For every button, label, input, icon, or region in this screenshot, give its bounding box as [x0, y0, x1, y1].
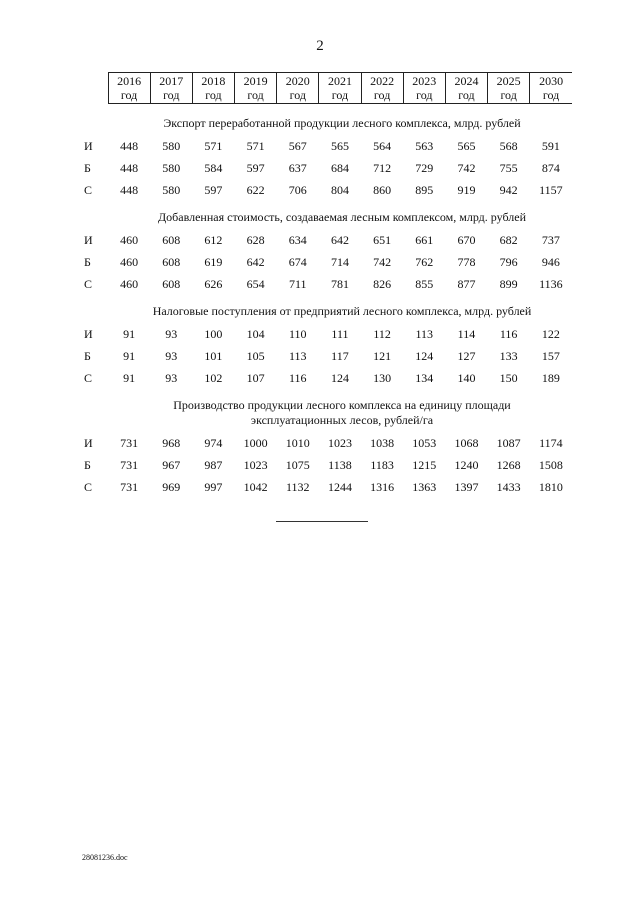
value-cell: 619: [204, 255, 223, 269]
value-cell: 642: [330, 233, 349, 247]
value-cell: 674: [288, 255, 307, 269]
value-cell: 1397: [454, 480, 479, 494]
value-cell: 1508: [538, 458, 563, 472]
value-cell: 661: [415, 233, 434, 247]
value-cell: 712: [373, 161, 392, 175]
header-year-cell: 2017 год: [150, 73, 192, 104]
section-title-row: [78, 201, 572, 229]
header-year-cell: 2030 год: [530, 73, 572, 104]
section-title: [78, 104, 572, 136]
scenario-label: И: [84, 233, 93, 247]
value-cell: 729: [415, 161, 434, 175]
value-cell: 93: [165, 371, 178, 385]
value-cell: 860: [373, 183, 392, 197]
header-year-cell: 2018 год: [192, 73, 234, 104]
section-title-line: Налоговые поступления от предприятий лесного комплекса, млрд. рублей: [152, 304, 532, 318]
page-number: 2: [316, 38, 324, 54]
value-cell: 105: [246, 349, 265, 363]
value-cell: 899: [499, 277, 518, 291]
table-row: [78, 476, 572, 498]
value-cell: 565: [330, 139, 349, 153]
value-cell: 919: [457, 183, 476, 197]
value-cell: 1053: [412, 436, 437, 450]
value-cell: 731: [120, 436, 139, 450]
value-cell: 113: [288, 349, 307, 363]
value-cell: 101: [204, 349, 223, 363]
value-cell: 731: [120, 458, 139, 472]
value-cell: 591: [541, 139, 560, 153]
value-cell: 706: [288, 183, 307, 197]
forecast-table: [78, 72, 572, 498]
value-cell: 628: [246, 233, 265, 247]
footer-divider: [276, 521, 368, 522]
value-cell: 642: [246, 255, 265, 269]
value-cell: 460: [120, 233, 139, 247]
value-cell: 1174: [539, 436, 563, 450]
scenario-label: Б: [84, 255, 91, 269]
header-year-cell: 2022 год: [361, 73, 403, 104]
table-row: [78, 454, 572, 476]
value-cell: 622: [246, 183, 265, 197]
table-row: [78, 345, 572, 367]
value-cell: 133: [499, 349, 518, 363]
value-cell: 804: [330, 183, 349, 197]
value-cell: 1215: [412, 458, 437, 472]
value-cell: 1138: [328, 458, 352, 472]
value-cell: 608: [162, 277, 181, 291]
scenario-label: Б: [84, 161, 91, 175]
value-cell: 568: [499, 139, 518, 153]
value-cell: 460: [120, 277, 139, 291]
value-cell: 968: [162, 436, 181, 450]
value-cell: 114: [457, 327, 476, 341]
value-cell: 1183: [370, 458, 394, 472]
value-cell: 969: [162, 480, 181, 494]
section-title-line: Производство продукции лесного комплекса на единицу площади: [173, 398, 511, 412]
value-cell: 711: [288, 277, 307, 291]
value-cell: 111: [331, 327, 349, 341]
section-title-row: [78, 389, 572, 432]
value-cell: 1000: [243, 436, 268, 450]
table-row: [78, 135, 572, 157]
value-cell: 597: [246, 161, 265, 175]
value-cell: 580: [162, 161, 181, 175]
value-cell: 946: [541, 255, 560, 269]
value-cell: 597: [204, 183, 223, 197]
value-cell: 121: [373, 349, 392, 363]
value-cell: 1075: [285, 458, 310, 472]
header-year-cell: 2016 год: [108, 73, 150, 104]
section-title: [78, 295, 572, 323]
value-cell: 189: [541, 371, 560, 385]
value-cell: 112: [373, 327, 391, 341]
value-cell: 91: [123, 327, 136, 341]
value-cell: 1157: [539, 183, 563, 197]
scenario-label: С: [84, 480, 93, 494]
value-cell: 608: [162, 233, 181, 247]
value-cell: 895: [415, 183, 434, 197]
value-cell: 100: [204, 327, 223, 341]
header-blank-cell: [78, 73, 108, 104]
header-year-cell: 2019 год: [235, 73, 277, 104]
value-cell: 1087: [496, 436, 521, 450]
scenario-label: И: [84, 139, 93, 153]
header-year-cell: 2024 год: [445, 73, 487, 104]
value-cell: 563: [415, 139, 434, 153]
value-cell: 626: [204, 277, 223, 291]
value-cell: 654: [246, 277, 265, 291]
scenario-label: С: [84, 277, 93, 291]
value-cell: 634: [288, 233, 307, 247]
value-cell: 1316: [370, 480, 395, 494]
table-row: [78, 157, 572, 179]
header-year-cell: 2021 год: [319, 73, 361, 104]
value-cell: 1136: [539, 277, 563, 291]
value-cell: 140: [457, 371, 476, 385]
value-cell: 564: [373, 139, 392, 153]
value-cell: 580: [162, 183, 181, 197]
header-year-cell: 2025 год: [488, 73, 530, 104]
value-cell: 855: [415, 277, 434, 291]
scenario-label: С: [84, 183, 93, 197]
value-cell: 682: [499, 233, 518, 247]
value-cell: 448: [120, 183, 139, 197]
section-title-line: эксплуатационных лесов, рублей/га: [250, 413, 434, 427]
value-cell: 684: [330, 161, 349, 175]
footer-file-name: 28081236.doc: [82, 853, 128, 862]
value-cell: 91: [123, 349, 136, 363]
header-year-cell: 2020 год: [277, 73, 319, 104]
value-cell: 1244: [327, 480, 352, 494]
value-cell: 448: [120, 161, 139, 175]
table-header-row: [78, 73, 572, 104]
value-cell: 1038: [370, 436, 395, 450]
section-title: [78, 389, 572, 432]
table-body: [78, 104, 572, 499]
value-cell: 1132: [285, 480, 310, 494]
value-cell: 742: [373, 255, 392, 269]
value-cell: 731: [120, 480, 139, 494]
value-cell: 612: [204, 233, 223, 247]
value-cell: 110: [288, 327, 307, 341]
value-cell: 974: [204, 436, 223, 450]
value-cell: 874: [541, 161, 560, 175]
value-cell: 1042: [243, 480, 268, 494]
value-cell: 117: [331, 349, 349, 363]
section-title-line: Добавленная стоимость, создаваемая лесным комплексом, млрд. рублей: [157, 210, 526, 224]
section-title-row: [78, 295, 572, 323]
value-cell: 565: [457, 139, 476, 153]
value-cell: 1068: [454, 436, 479, 450]
value-cell: 104: [246, 327, 265, 341]
value-cell: 755: [499, 161, 518, 175]
value-cell: 651: [373, 233, 392, 247]
value-cell: 460: [120, 255, 139, 269]
value-cell: 1433: [496, 480, 521, 494]
value-cell: 571: [246, 139, 265, 153]
section-title-line: Экспорт переработанной продукции лесного комплекса, млрд. рублей: [163, 116, 521, 130]
value-cell: 124: [330, 371, 349, 385]
value-cell: 130: [373, 371, 392, 385]
value-cell: 580: [162, 139, 181, 153]
value-cell: 942: [499, 183, 518, 197]
value-cell: 877: [457, 277, 476, 291]
value-cell: 967: [162, 458, 181, 472]
value-cell: 1363: [412, 480, 437, 494]
value-cell: 781: [330, 277, 349, 291]
table-row: [78, 273, 572, 295]
value-cell: 134: [415, 371, 434, 385]
value-cell: 1810: [538, 480, 563, 494]
value-cell: 1023: [243, 458, 268, 472]
scenario-label: Б: [84, 458, 91, 472]
value-cell: 124: [415, 349, 434, 363]
value-cell: 742: [457, 161, 476, 175]
value-cell: 1268: [496, 458, 521, 472]
table-row: [78, 229, 572, 251]
value-cell: 796: [499, 255, 518, 269]
value-cell: 102: [204, 371, 223, 385]
value-cell: 127: [457, 349, 476, 363]
scenario-label: С: [84, 371, 93, 385]
value-cell: 93: [165, 349, 178, 363]
value-cell: 1010: [285, 436, 310, 450]
value-cell: 116: [499, 327, 518, 341]
value-cell: 571: [204, 139, 223, 153]
value-cell: 157: [541, 349, 560, 363]
value-cell: 637: [288, 161, 307, 175]
scenario-label: И: [84, 327, 93, 341]
value-cell: 567: [288, 139, 307, 153]
value-cell: 826: [373, 277, 392, 291]
scenario-label: Б: [84, 349, 91, 363]
value-cell: 584: [204, 161, 223, 175]
value-cell: 93: [165, 327, 178, 341]
value-cell: 107: [246, 371, 265, 385]
value-cell: 714: [330, 255, 349, 269]
value-cell: 116: [288, 371, 307, 385]
header-year-cell: 2023 год: [403, 73, 445, 104]
value-cell: 122: [541, 327, 560, 341]
table-row: [78, 323, 572, 345]
value-cell: 737: [541, 233, 560, 247]
value-cell: 1240: [454, 458, 479, 472]
value-cell: 448: [120, 139, 139, 153]
value-cell: 762: [415, 255, 434, 269]
value-cell: 113: [415, 327, 434, 341]
value-cell: 1023: [327, 436, 352, 450]
table-row: [78, 432, 572, 454]
value-cell: 608: [162, 255, 181, 269]
table-row: [78, 251, 572, 273]
scenario-label: И: [84, 436, 93, 450]
value-cell: 91: [123, 371, 136, 385]
value-cell: 987: [204, 458, 223, 472]
value-cell: 670: [457, 233, 476, 247]
value-cell: 778: [457, 255, 476, 269]
table-row: [78, 367, 572, 389]
section-title-row: [78, 104, 572, 136]
value-cell: 150: [499, 371, 518, 385]
section-title: [78, 201, 572, 229]
table-row: [78, 179, 572, 201]
value-cell: 997: [204, 480, 223, 494]
